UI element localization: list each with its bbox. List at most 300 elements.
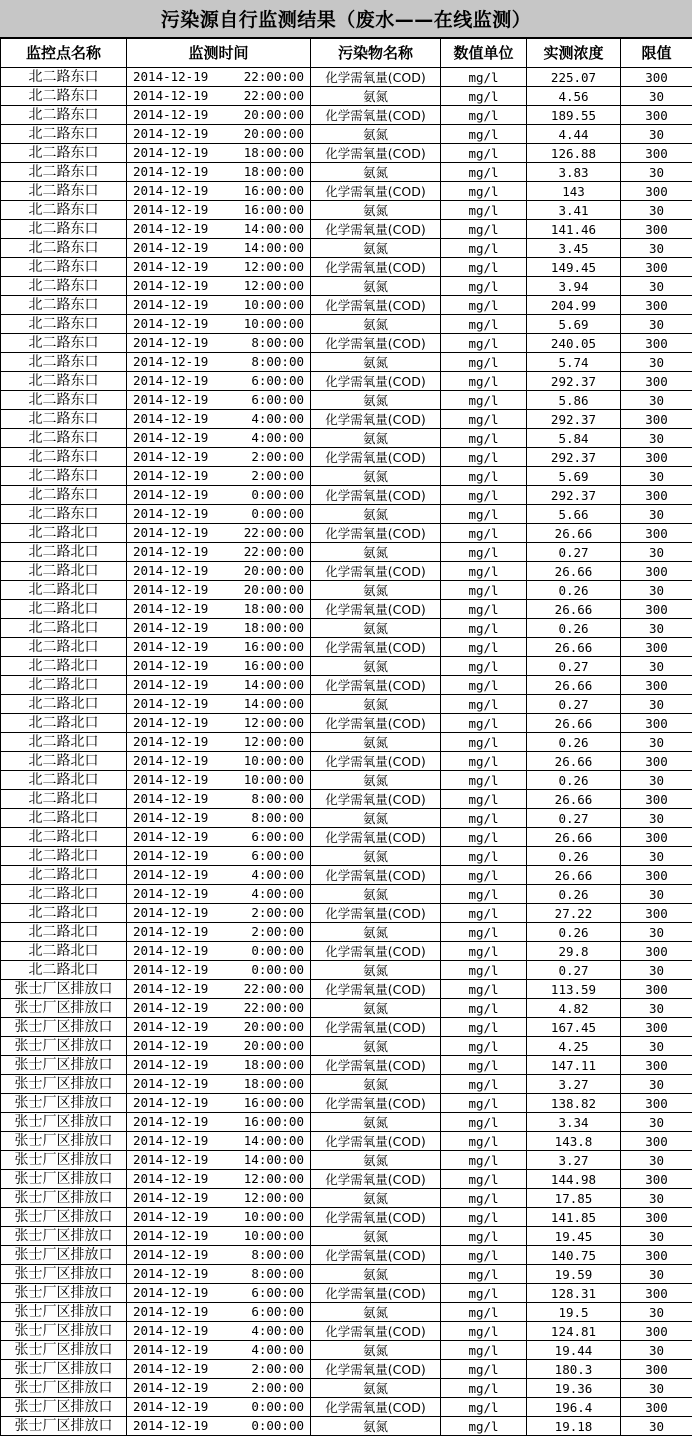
- cell-time-text: 10:00:00: [244, 1208, 304, 1225]
- table-row: [1, 752, 692, 771]
- cell-limit: 30: [621, 1341, 692, 1360]
- cell-time: [127, 1398, 311, 1417]
- cell-point: 北二路北口: [1, 581, 127, 600]
- cell-limit: 30: [621, 1265, 692, 1284]
- cell-point: 张士厂区排放口: [1, 1208, 127, 1227]
- cell-point: 张士厂区排放口: [1, 1056, 127, 1075]
- table-row: [1, 1265, 692, 1284]
- cell-point: 北二路东口: [1, 372, 127, 391]
- table-row: [1, 68, 692, 87]
- table-row: [1, 828, 692, 847]
- cell-pollutant: 化学需氧量(COD): [311, 638, 441, 657]
- cell-time: [127, 410, 311, 429]
- cell-value: 19.18: [527, 1417, 621, 1436]
- cell-time: [127, 277, 311, 296]
- cell-date-text: 2014-12-19: [133, 1056, 208, 1073]
- cell-value: 19.44: [527, 1341, 621, 1360]
- table-row: [1, 999, 692, 1018]
- cell-pollutant: 氨氮: [311, 353, 441, 372]
- cell-limit: 30: [621, 1303, 692, 1322]
- cell-time-text: 2:00:00: [251, 904, 304, 921]
- cell-time-text: 16:00:00: [244, 638, 304, 655]
- table-row: [1, 182, 692, 201]
- cell-time-text: 22:00:00: [244, 999, 304, 1016]
- cell-unit: mg/l: [441, 277, 527, 296]
- cell-pollutant: 化学需氧量(COD): [311, 334, 441, 353]
- table-row: [1, 847, 692, 866]
- cell-point: 张士厂区排放口: [1, 1151, 127, 1170]
- cell-value: 292.37: [527, 372, 621, 391]
- cell-time-text: 20:00:00: [244, 562, 304, 579]
- table-row: [1, 505, 692, 524]
- cell-time-text: 20:00:00: [244, 1018, 304, 1035]
- cell-date-text: 2014-12-19: [133, 1227, 208, 1244]
- cell-point: 北二路东口: [1, 486, 127, 505]
- cell-value: 225.07: [527, 68, 621, 87]
- cell-date-text: 2014-12-19: [133, 429, 208, 446]
- cell-value: 3.83: [527, 163, 621, 182]
- cell-value: 128.31: [527, 1284, 621, 1303]
- cell-value: 292.37: [527, 448, 621, 467]
- cell-pollutant: 化学需氧量(COD): [311, 980, 441, 999]
- table-row: [1, 353, 692, 372]
- cell-value: 5.69: [527, 315, 621, 334]
- cell-pollutant: 化学需氧量(COD): [311, 676, 441, 695]
- table-row: [1, 1170, 692, 1189]
- cell-point: 北二路东口: [1, 125, 127, 144]
- cell-point: 北二路东口: [1, 410, 127, 429]
- cell-time: [127, 391, 311, 410]
- cell-value: 0.26: [527, 885, 621, 904]
- table-row: [1, 980, 692, 999]
- cell-time: [127, 220, 311, 239]
- cell-time-text: 12:00:00: [244, 1170, 304, 1187]
- cell-time-text: 14:00:00: [244, 239, 304, 256]
- cell-unit: mg/l: [441, 125, 527, 144]
- cell-time: [127, 752, 311, 771]
- cell-time-text: 8:00:00: [251, 353, 304, 370]
- cell-unit: mg/l: [441, 733, 527, 752]
- cell-time-text: 16:00:00: [244, 201, 304, 218]
- cell-point: 北二路北口: [1, 771, 127, 790]
- table-row: [1, 1322, 692, 1341]
- cell-time: [127, 258, 311, 277]
- cell-limit: 30: [621, 1151, 692, 1170]
- cell-point: 北二路东口: [1, 258, 127, 277]
- cell-value: 126.88: [527, 144, 621, 163]
- cell-time-text: 2:00:00: [251, 923, 304, 940]
- cell-unit: mg/l: [441, 790, 527, 809]
- cell-time-text: 18:00:00: [244, 144, 304, 161]
- cell-time: [127, 1341, 311, 1360]
- cell-point: 北二路东口: [1, 467, 127, 486]
- cell-unit: mg/l: [441, 524, 527, 543]
- table-row: [1, 1284, 692, 1303]
- column-header-point: 监控点名称: [1, 39, 127, 68]
- cell-limit: 30: [621, 87, 692, 106]
- cell-date-text: 2014-12-19: [133, 866, 208, 883]
- cell-unit: mg/l: [441, 182, 527, 201]
- cell-pollutant: 化学需氧量(COD): [311, 942, 441, 961]
- cell-date-text: 2014-12-19: [133, 581, 208, 598]
- cell-date-text: 2014-12-19: [133, 733, 208, 750]
- cell-time: [127, 448, 311, 467]
- cell-unit: mg/l: [441, 1360, 527, 1379]
- cell-limit: 300: [621, 1018, 692, 1037]
- cell-time-text: 2:00:00: [251, 448, 304, 465]
- cell-value: 26.66: [527, 790, 621, 809]
- cell-date-text: 2014-12-19: [133, 961, 208, 978]
- cell-time: [127, 201, 311, 220]
- cell-unit: mg/l: [441, 486, 527, 505]
- table-row: [1, 619, 692, 638]
- cell-unit: mg/l: [441, 1417, 527, 1436]
- table-row: [1, 486, 692, 505]
- table-row: [1, 1132, 692, 1151]
- cell-value: 4.56: [527, 87, 621, 106]
- table-row: [1, 1360, 692, 1379]
- cell-time: [127, 733, 311, 752]
- cell-point: 张士厂区排放口: [1, 1189, 127, 1208]
- cell-time-text: 20:00:00: [244, 581, 304, 598]
- cell-value: 26.66: [527, 752, 621, 771]
- cell-date-text: 2014-12-19: [133, 201, 208, 218]
- cell-pollutant: 氨氮: [311, 809, 441, 828]
- cell-time-text: 18:00:00: [244, 600, 304, 617]
- table-body: [1, 68, 692, 1436]
- cell-date-text: 2014-12-19: [133, 1379, 208, 1396]
- cell-time-text: 4:00:00: [251, 429, 304, 446]
- table-row: [1, 87, 692, 106]
- cell-limit: 300: [621, 220, 692, 239]
- cell-pollutant: 氨氮: [311, 239, 441, 258]
- cell-time: [127, 486, 311, 505]
- cell-unit: mg/l: [441, 543, 527, 562]
- cell-date-text: 2014-12-19: [133, 1265, 208, 1282]
- cell-point: 张士厂区排放口: [1, 1341, 127, 1360]
- cell-value: 149.45: [527, 258, 621, 277]
- cell-pollutant: 氨氮: [311, 1113, 441, 1132]
- cell-unit: mg/l: [441, 771, 527, 790]
- cell-limit: 30: [621, 847, 692, 866]
- cell-point: 张士厂区排放口: [1, 1398, 127, 1417]
- cell-time: [127, 505, 311, 524]
- cell-date-text: 2014-12-19: [133, 809, 208, 826]
- cell-time-text: 10:00:00: [244, 1227, 304, 1244]
- cell-time-text: 12:00:00: [244, 714, 304, 731]
- cell-unit: mg/l: [441, 923, 527, 942]
- cell-unit: mg/l: [441, 866, 527, 885]
- cell-unit: mg/l: [441, 505, 527, 524]
- column-header-time: 监测时间: [127, 39, 311, 68]
- cell-time: [127, 1094, 311, 1113]
- cell-date-text: 2014-12-19: [133, 657, 208, 674]
- cell-limit: 300: [621, 524, 692, 543]
- cell-date-text: 2014-12-19: [133, 676, 208, 693]
- cell-time: [127, 923, 311, 942]
- cell-limit: 30: [621, 885, 692, 904]
- cell-limit: 300: [621, 1056, 692, 1075]
- cell-unit: mg/l: [441, 1379, 527, 1398]
- cell-point: 张士厂区排放口: [1, 1018, 127, 1037]
- cell-point: 北二路北口: [1, 695, 127, 714]
- cell-date-text: 2014-12-19: [133, 771, 208, 788]
- cell-time: [127, 68, 311, 87]
- cell-time: [127, 942, 311, 961]
- cell-limit: 30: [621, 125, 692, 144]
- cell-value: 26.66: [527, 714, 621, 733]
- cell-time: [127, 353, 311, 372]
- cell-time: [127, 828, 311, 847]
- cell-pollutant: 氨氮: [311, 581, 441, 600]
- cell-point: 北二路东口: [1, 220, 127, 239]
- cell-pollutant: 氨氮: [311, 885, 441, 904]
- cell-unit: mg/l: [441, 600, 527, 619]
- cell-point: 北二路北口: [1, 809, 127, 828]
- cell-pollutant: 化学需氧量(COD): [311, 828, 441, 847]
- table-row: [1, 315, 692, 334]
- cell-unit: mg/l: [441, 87, 527, 106]
- cell-date-text: 2014-12-19: [133, 828, 208, 845]
- cell-date-text: 2014-12-19: [133, 885, 208, 902]
- cell-pollutant: 氨氮: [311, 543, 441, 562]
- cell-value: 0.27: [527, 543, 621, 562]
- table-row: [1, 1094, 692, 1113]
- cell-time: [127, 1227, 311, 1246]
- cell-time: [127, 524, 311, 543]
- cell-value: 141.46: [527, 220, 621, 239]
- cell-time-text: 0:00:00: [251, 505, 304, 522]
- cell-limit: 300: [621, 942, 692, 961]
- cell-unit: mg/l: [441, 752, 527, 771]
- column-header-unit: 数值单位: [441, 39, 527, 68]
- cell-date-text: 2014-12-19: [133, 1189, 208, 1206]
- cell-value: 3.94: [527, 277, 621, 296]
- cell-unit: mg/l: [441, 258, 527, 277]
- cell-value: 167.45: [527, 1018, 621, 1037]
- cell-point: 北二路北口: [1, 828, 127, 847]
- cell-point: 北二路东口: [1, 391, 127, 410]
- cell-unit: mg/l: [441, 1227, 527, 1246]
- cell-unit: mg/l: [441, 410, 527, 429]
- cell-value: 3.27: [527, 1075, 621, 1094]
- cell-time-text: 0:00:00: [251, 961, 304, 978]
- table-row: [1, 676, 692, 695]
- cell-time-text: 18:00:00: [244, 163, 304, 180]
- cell-limit: 300: [621, 828, 692, 847]
- cell-limit: 30: [621, 353, 692, 372]
- cell-point: 张士厂区排放口: [1, 980, 127, 999]
- cell-time: [127, 239, 311, 258]
- cell-pollutant: 氨氮: [311, 1075, 441, 1094]
- cell-value: 140.75: [527, 1246, 621, 1265]
- cell-time-text: 4:00:00: [251, 1322, 304, 1339]
- cell-limit: 30: [621, 201, 692, 220]
- cell-date-text: 2014-12-19: [133, 1322, 208, 1339]
- cell-time: [127, 125, 311, 144]
- cell-point: 北二路北口: [1, 923, 127, 942]
- cell-limit: 300: [621, 980, 692, 999]
- table-row: [1, 106, 692, 125]
- cell-pollutant: 化学需氧量(COD): [311, 1018, 441, 1037]
- cell-pollutant: 化学需氧量(COD): [311, 1246, 441, 1265]
- cell-value: 26.66: [527, 562, 621, 581]
- cell-date-text: 2014-12-19: [133, 1094, 208, 1111]
- cell-point: 北二路东口: [1, 144, 127, 163]
- cell-unit: mg/l: [441, 106, 527, 125]
- cell-time: [127, 999, 311, 1018]
- cell-limit: 300: [621, 296, 692, 315]
- cell-value: 29.8: [527, 942, 621, 961]
- cell-limit: 300: [621, 448, 692, 467]
- cell-value: 5.86: [527, 391, 621, 410]
- cell-unit: mg/l: [441, 885, 527, 904]
- cell-point: 北二路东口: [1, 353, 127, 372]
- cell-time: [127, 87, 311, 106]
- cell-point: 北二路东口: [1, 106, 127, 125]
- cell-limit: 30: [621, 1113, 692, 1132]
- table-row: [1, 600, 692, 619]
- cell-point: 北二路北口: [1, 543, 127, 562]
- cell-time-text: 22:00:00: [244, 524, 304, 541]
- cell-point: 张士厂区排放口: [1, 1075, 127, 1094]
- cell-pollutant: 氨氮: [311, 467, 441, 486]
- cell-pollutant: 氨氮: [311, 1417, 441, 1436]
- cell-limit: 300: [621, 372, 692, 391]
- cell-unit: mg/l: [441, 619, 527, 638]
- cell-pollutant: 化学需氧量(COD): [311, 410, 441, 429]
- table-row: [1, 1417, 692, 1436]
- cell-date-text: 2014-12-19: [133, 125, 208, 142]
- cell-limit: 300: [621, 752, 692, 771]
- cell-point: 张士厂区排放口: [1, 1037, 127, 1056]
- cell-time: [127, 885, 311, 904]
- table-row: [1, 1018, 692, 1037]
- cell-date-text: 2014-12-19: [133, 258, 208, 275]
- cell-limit: 300: [621, 1132, 692, 1151]
- cell-pollutant: 化学需氧量(COD): [311, 1284, 441, 1303]
- cell-time-text: 22:00:00: [244, 980, 304, 997]
- cell-unit: mg/l: [441, 1075, 527, 1094]
- cell-pollutant: 氨氮: [311, 125, 441, 144]
- cell-pollutant: 化学需氧量(COD): [311, 904, 441, 923]
- table-row: [1, 562, 692, 581]
- table-row: [1, 220, 692, 239]
- cell-limit: 300: [621, 904, 692, 923]
- cell-value: 240.05: [527, 334, 621, 353]
- cell-time-text: 18:00:00: [244, 1056, 304, 1073]
- cell-time: [127, 562, 311, 581]
- cell-value: 204.99: [527, 296, 621, 315]
- cell-value: 26.66: [527, 676, 621, 695]
- cell-point: 北二路北口: [1, 657, 127, 676]
- table-row: [1, 1379, 692, 1398]
- cell-time-text: 22:00:00: [244, 543, 304, 560]
- cell-value: 5.69: [527, 467, 621, 486]
- cell-limit: 30: [621, 543, 692, 562]
- table-row: [1, 201, 692, 220]
- report-title: 污染源自行监测结果（废水——在线监测）: [0, 0, 692, 38]
- cell-time: [127, 809, 311, 828]
- cell-date-text: 2014-12-19: [133, 68, 208, 85]
- table-row: [1, 714, 692, 733]
- cell-point: 张士厂区排放口: [1, 1227, 127, 1246]
- cell-value: 19.45: [527, 1227, 621, 1246]
- table-row: [1, 125, 692, 144]
- cell-value: 0.26: [527, 581, 621, 600]
- cell-value: 143: [527, 182, 621, 201]
- cell-limit: 300: [621, 1246, 692, 1265]
- cell-limit: 300: [621, 1360, 692, 1379]
- cell-point: 张士厂区排放口: [1, 1113, 127, 1132]
- cell-unit: mg/l: [441, 999, 527, 1018]
- cell-date-text: 2014-12-19: [133, 847, 208, 864]
- cell-pollutant: 化学需氧量(COD): [311, 144, 441, 163]
- cell-unit: mg/l: [441, 1303, 527, 1322]
- cell-unit: mg/l: [441, 448, 527, 467]
- cell-pollutant: 氨氮: [311, 1037, 441, 1056]
- cell-point: 张士厂区排放口: [1, 1132, 127, 1151]
- header-row: [1, 39, 692, 68]
- table-row: [1, 657, 692, 676]
- table-row: [1, 790, 692, 809]
- cell-pollutant: 化学需氧量(COD): [311, 372, 441, 391]
- cell-unit: mg/l: [441, 828, 527, 847]
- cell-time-text: 12:00:00: [244, 1189, 304, 1206]
- cell-pollutant: 化学需氧量(COD): [311, 448, 441, 467]
- table-row: [1, 733, 692, 752]
- table-row: [1, 581, 692, 600]
- cell-pollutant: 氨氮: [311, 657, 441, 676]
- table-row: [1, 695, 692, 714]
- results-table: [0, 38, 692, 1436]
- cell-value: 0.27: [527, 657, 621, 676]
- table-row: [1, 904, 692, 923]
- cell-time-text: 18:00:00: [244, 619, 304, 636]
- cell-pollutant: 化学需氧量(COD): [311, 1360, 441, 1379]
- cell-unit: mg/l: [441, 163, 527, 182]
- cell-date-text: 2014-12-19: [133, 106, 208, 123]
- cell-pollutant: 氨氮: [311, 315, 441, 334]
- cell-unit: mg/l: [441, 1037, 527, 1056]
- cell-limit: 30: [621, 429, 692, 448]
- cell-pollutant: 化学需氧量(COD): [311, 1170, 441, 1189]
- cell-point: 北二路东口: [1, 315, 127, 334]
- cell-time-text: 14:00:00: [244, 676, 304, 693]
- cell-point: 北二路北口: [1, 866, 127, 885]
- cell-point: 北二路北口: [1, 619, 127, 638]
- cell-pollutant: 氨氮: [311, 1265, 441, 1284]
- cell-pollutant: 氨氮: [311, 1227, 441, 1246]
- cell-pollutant: 化学需氧量(COD): [311, 106, 441, 125]
- cell-time: [127, 106, 311, 125]
- cell-time: [127, 1037, 311, 1056]
- table-row: [1, 543, 692, 562]
- cell-value: 26.66: [527, 828, 621, 847]
- cell-point: 张士厂区排放口: [1, 1322, 127, 1341]
- cell-time-text: 4:00:00: [251, 1341, 304, 1358]
- cell-time-text: 8:00:00: [251, 1265, 304, 1282]
- cell-time: [127, 1170, 311, 1189]
- cell-date-text: 2014-12-19: [133, 904, 208, 921]
- cell-time-text: 6:00:00: [251, 372, 304, 389]
- cell-unit: mg/l: [441, 391, 527, 410]
- cell-unit: mg/l: [441, 638, 527, 657]
- cell-time: [127, 144, 311, 163]
- cell-pollutant: 氨氮: [311, 847, 441, 866]
- table-row: [1, 1341, 692, 1360]
- cell-time: [127, 771, 311, 790]
